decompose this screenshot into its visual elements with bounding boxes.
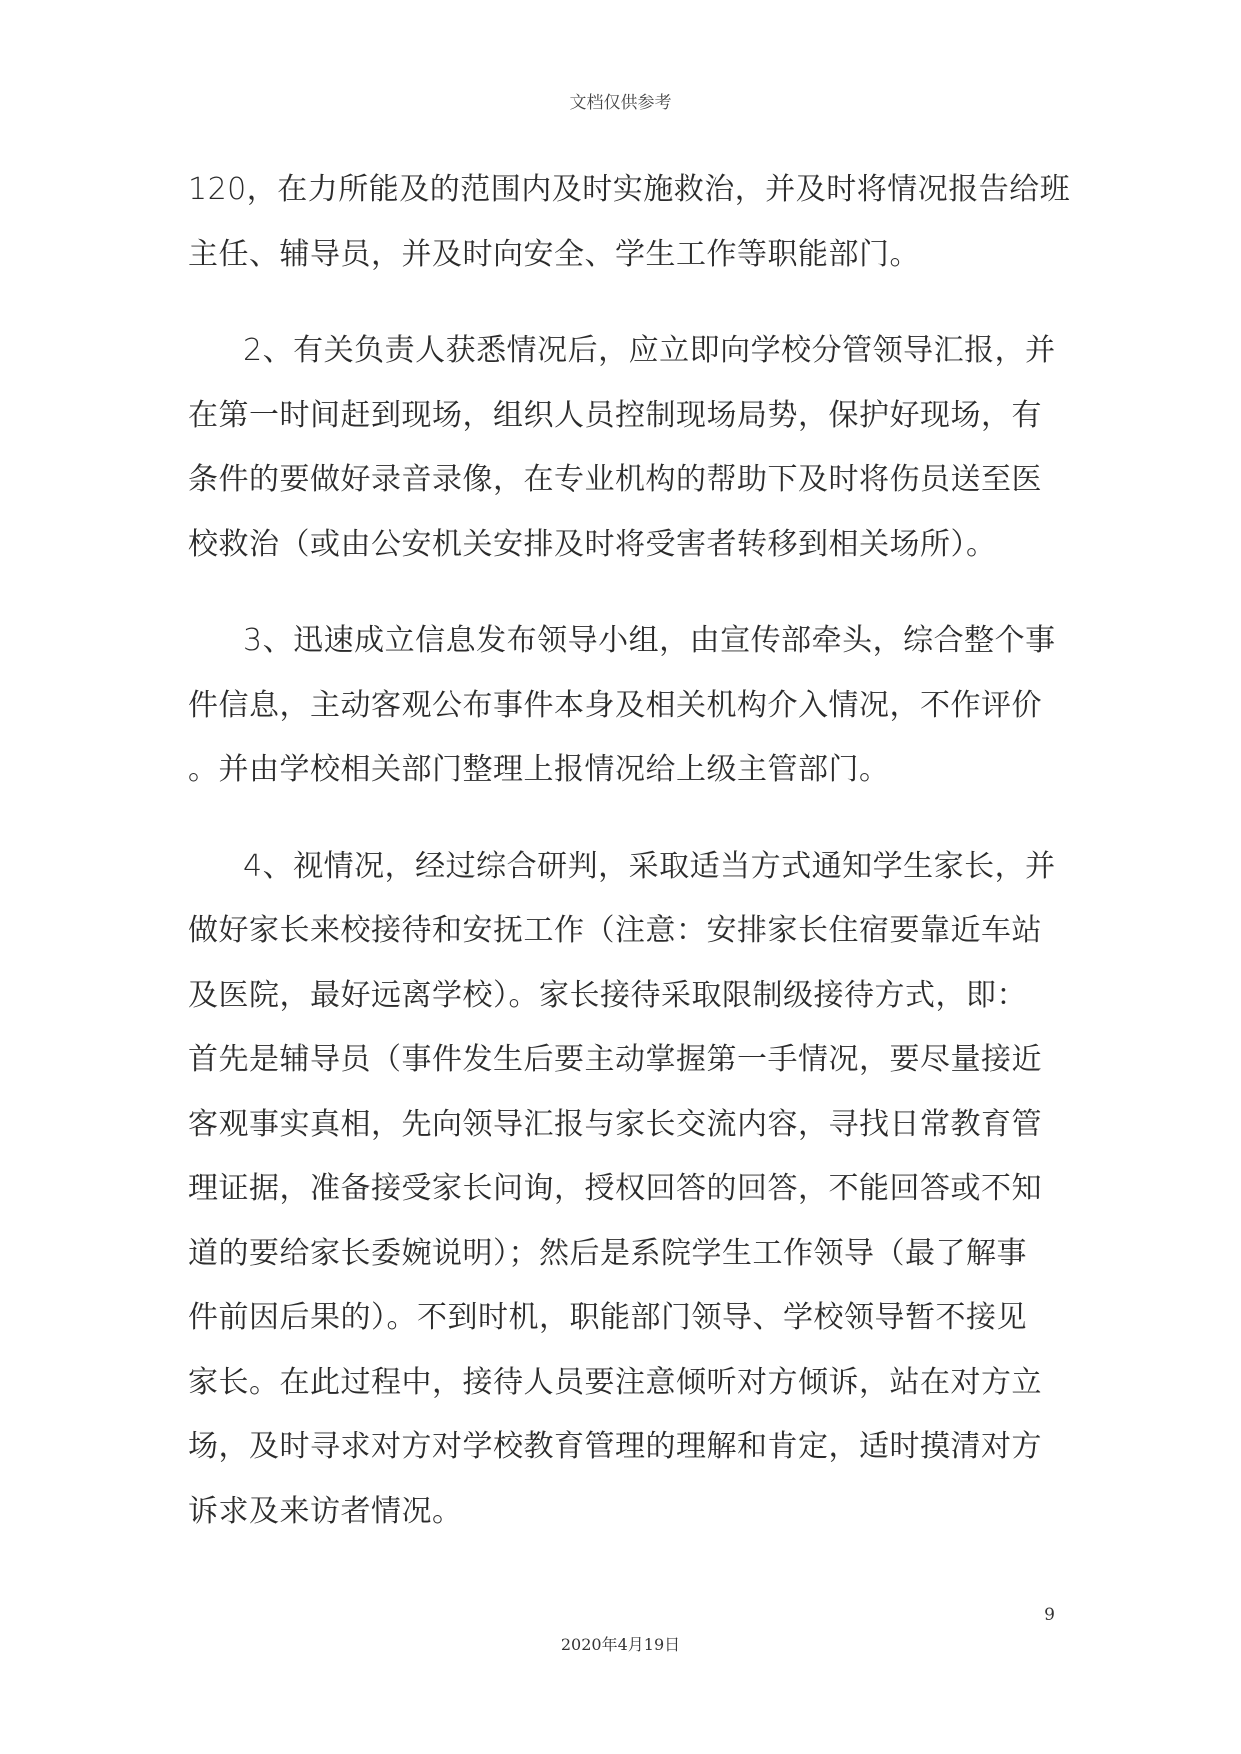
text-line: 道的要给家长委婉说明）；然后是系院学生工作领导（最了解事 [188, 1235, 1027, 1271]
text-line: 4、视情况，经过综合研判，采取适当方式通知学生家长，并 [243, 848, 1056, 884]
text-line: 条件的要做好录音录像，在专业机构的帮助下及时将伤员送至医 [188, 462, 1042, 497]
text-line: 场，及时寻求对方对学校教育管理的理解和肯定，适时摸清对方 [188, 1429, 1042, 1464]
body-text [188, 158, 1071, 1544]
text-line: 件信息，主动客观公布事件本身及相关机构介入情况，不作评价 [188, 687, 1042, 723]
paragraph [188, 609, 1056, 803]
text-line: 客观事实真相，先向领导汇报与家长交流内容，寻找日常教育管 [188, 1106, 1042, 1142]
text-line: 诉求及来访者情况。 [188, 1493, 463, 1529]
text-line: 件前因后果的）。不到时机，职能部门领导、学校领导暂不接见 [188, 1300, 1027, 1335]
text-line: 理证据，准备接受家长问询，授权回答的回答，不能回答或不知 [188, 1171, 1042, 1206]
text-line: 校救治（或由公安机关安排及时将受害者转移到相关场所）。 [188, 526, 997, 562]
text-line: 首先是辅导员（事件发生后要主动掌握第一手情况，要尽量接近 [188, 1042, 1042, 1077]
text-line: 做好家长来校接待和安抚工作（注意：安排家长住宿要靠近车站 [188, 913, 1042, 948]
paragraph [188, 319, 1056, 577]
paragraph [188, 158, 1071, 287]
text-line: 2、有关负责人获悉情况后，应立即向学校分管领导汇报，并 [243, 333, 1056, 368]
text-line: 在第一时间赶到现场，组织人员控制现场局势，保护好现场，有 [188, 397, 1042, 433]
page-number: 9 [1044, 1605, 1055, 1625]
text-line: 120，在力所能及的范围内及时实施救治，并及时将情况报告给班 [188, 172, 1071, 207]
text-line: 。并由学校相关部门整理上报情况给上级主管部门。 [188, 752, 890, 787]
footer-date: 2020年4月19日 [560, 1635, 681, 1654]
page-header: 文档仅供参考 [569, 93, 672, 113]
text-line: 及医院，最好远离学校）。家长接待采取限制级接待方式，即： [188, 977, 1027, 1013]
text-line: 3、迅速成立信息发布领导小组，由宣传部牵头，综合整个事 [243, 623, 1056, 658]
text-line: 主任、辅导员，并及时向安全、学生工作等职能部门。 [188, 236, 920, 272]
text-line: 家长。在此过程中，接待人员要注意倾听对方倾诉，站在对方立 [188, 1364, 1042, 1400]
paragraph [188, 835, 1056, 1545]
